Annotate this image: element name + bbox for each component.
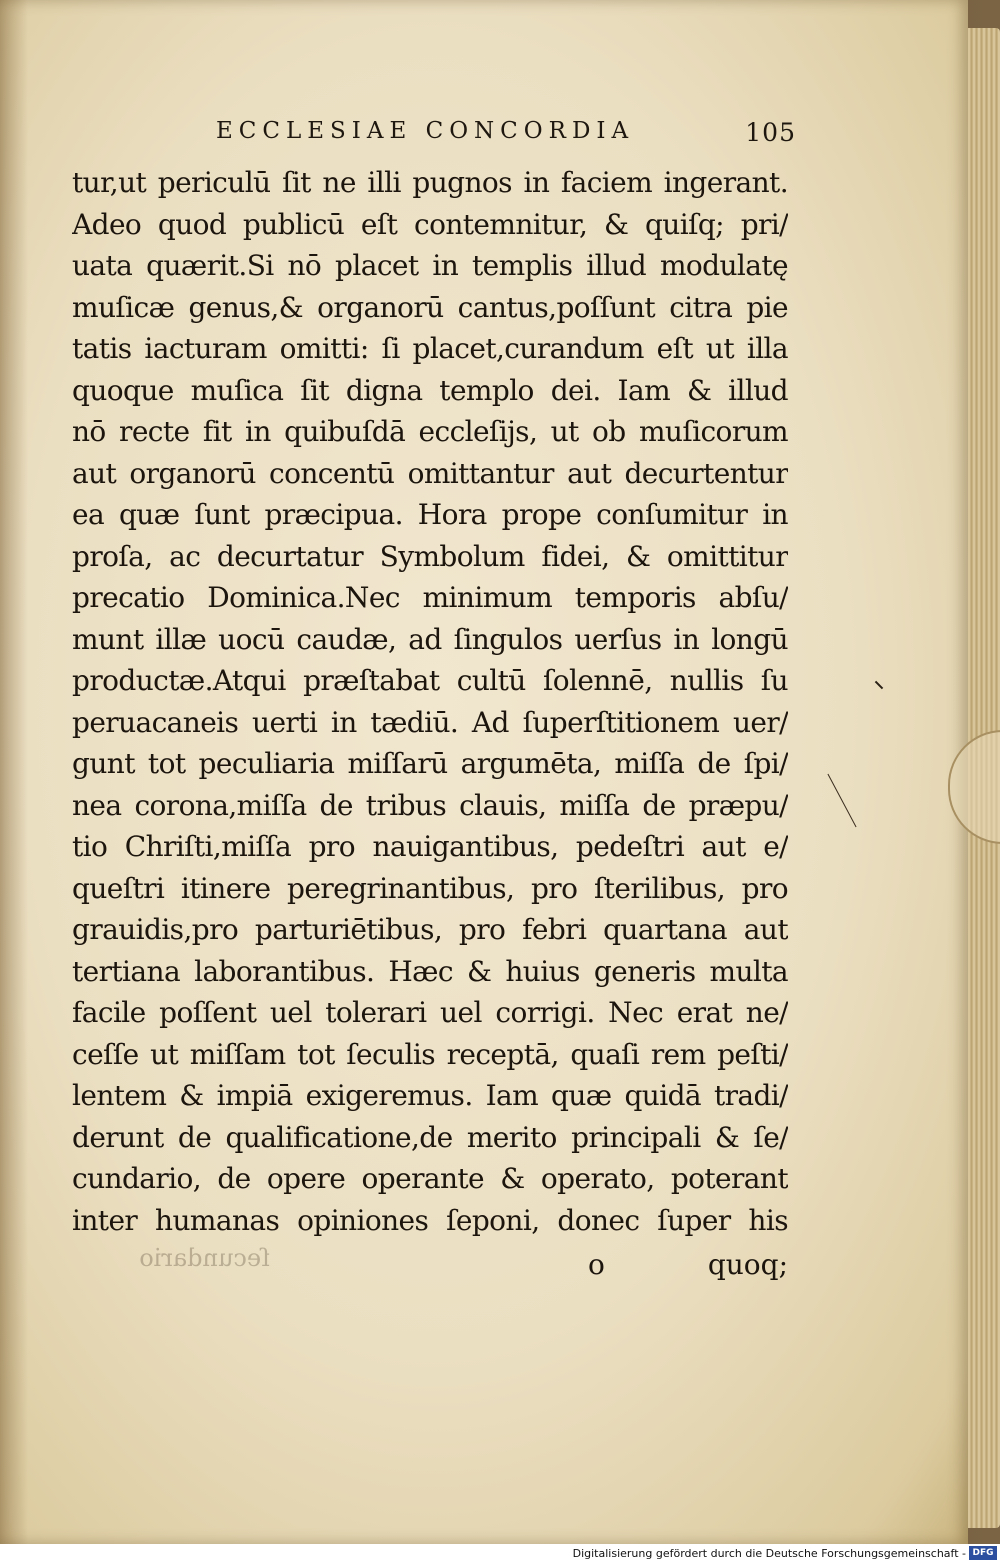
text-line: ea quæ ſunt præcipua. Hora prope conſumitur in: [72, 498, 788, 531]
text-line: munt illæ uocū caudæ, ad ſingulos uerſus in longū: [72, 622, 788, 656]
text-line: tio Chriſti,miſſa pro nauigantibus, pedeſtri aut e/: [72, 830, 788, 863]
catchword: quoq;: [707, 1248, 788, 1281]
text-line: proſa, ac decurtatur Symbolum fidei, & omittitur: [72, 539, 788, 573]
text-line: lentem & impiā exigeremus. Iam quæ quidā tradi/: [72, 1079, 788, 1112]
signature-mark: o: [588, 1248, 605, 1281]
text-line: productæ.Atqui præſtabat cultū ſolennē, nullis ſu: [72, 664, 788, 697]
text-line: tur,ut periculū ſit ne illi pugnos in faciem ingerant.: [72, 166, 788, 199]
text-line: precatio Dominica.Nec minimum temporis abſu/: [72, 581, 788, 614]
page-footer: [72, 1248, 788, 1292]
dfg-logo: DFG: [969, 1546, 997, 1560]
text-line: ceſſe ut miſſam tot ſeculis receptā, quaſi rem peſti/: [72, 1037, 788, 1071]
text-line: nō recte fit in quibuſdā eccleſijs, ut ob muſicorum: [72, 415, 788, 448]
page-number: 105: [745, 118, 796, 147]
text-line: cundario, de opere operante & operato, poterant: [72, 1162, 788, 1195]
text-line: uata quærit.Si nō placet in templis illud modulatę: [72, 249, 788, 282]
text-line: gunt tot peculiaria miſſarū argumēta, miſſa de ſpi/: [72, 747, 788, 780]
body-text: [72, 162, 788, 1241]
text-line: Adeo quod publicū eſt contemnitur, & quiſq; pri/: [72, 207, 788, 241]
text-line: peruacaneis uerti in tædiū. Ad ſuperſtitionem uer/: [72, 705, 788, 739]
page-gutter-shadow: [0, 0, 28, 1544]
text-line: queſtri itinere peregrinantibus, pro ſterilibus, pro: [72, 871, 788, 905]
text-line: inter humanas opiniones ſeponi, donec ſuper his: [72, 1203, 788, 1237]
text-line: aut organorū concentū omittantur aut decurtentur: [72, 456, 788, 490]
text-line: tertiana laborantibus. Hæc & huius generis multa: [72, 954, 788, 988]
text-line: quoque muſica ſit digna templo dei. Iam & illud: [72, 373, 788, 407]
show-through-text: ſecundario: [139, 1244, 270, 1272]
funding-credit: Digitalisierung gefördert durch die Deutsche Forschungsgemeinschaft -: [572, 1547, 966, 1560]
text-line: facile poſſent uel tolerari uel corrigi. Nec erat ne/: [72, 996, 788, 1029]
text-line: derunt de qualificatione,de merito principali & ſe/: [72, 1120, 788, 1154]
running-head: ECCLESIAE CONCORDIA: [216, 118, 635, 144]
page-header: [216, 118, 796, 158]
text-line: muſicæ genus,& organorū cantus,poſſunt citra pie: [72, 290, 788, 324]
text-line: tatis iacturam omitti: ſi placet,curandum eſt ut illa: [72, 332, 788, 365]
text-line: nea corona,miſſa de tribus clauis, miſſa de præpu/: [72, 788, 788, 822]
text-line: grauidis,pro parturiētibus, pro febri quartana aut: [72, 913, 788, 946]
